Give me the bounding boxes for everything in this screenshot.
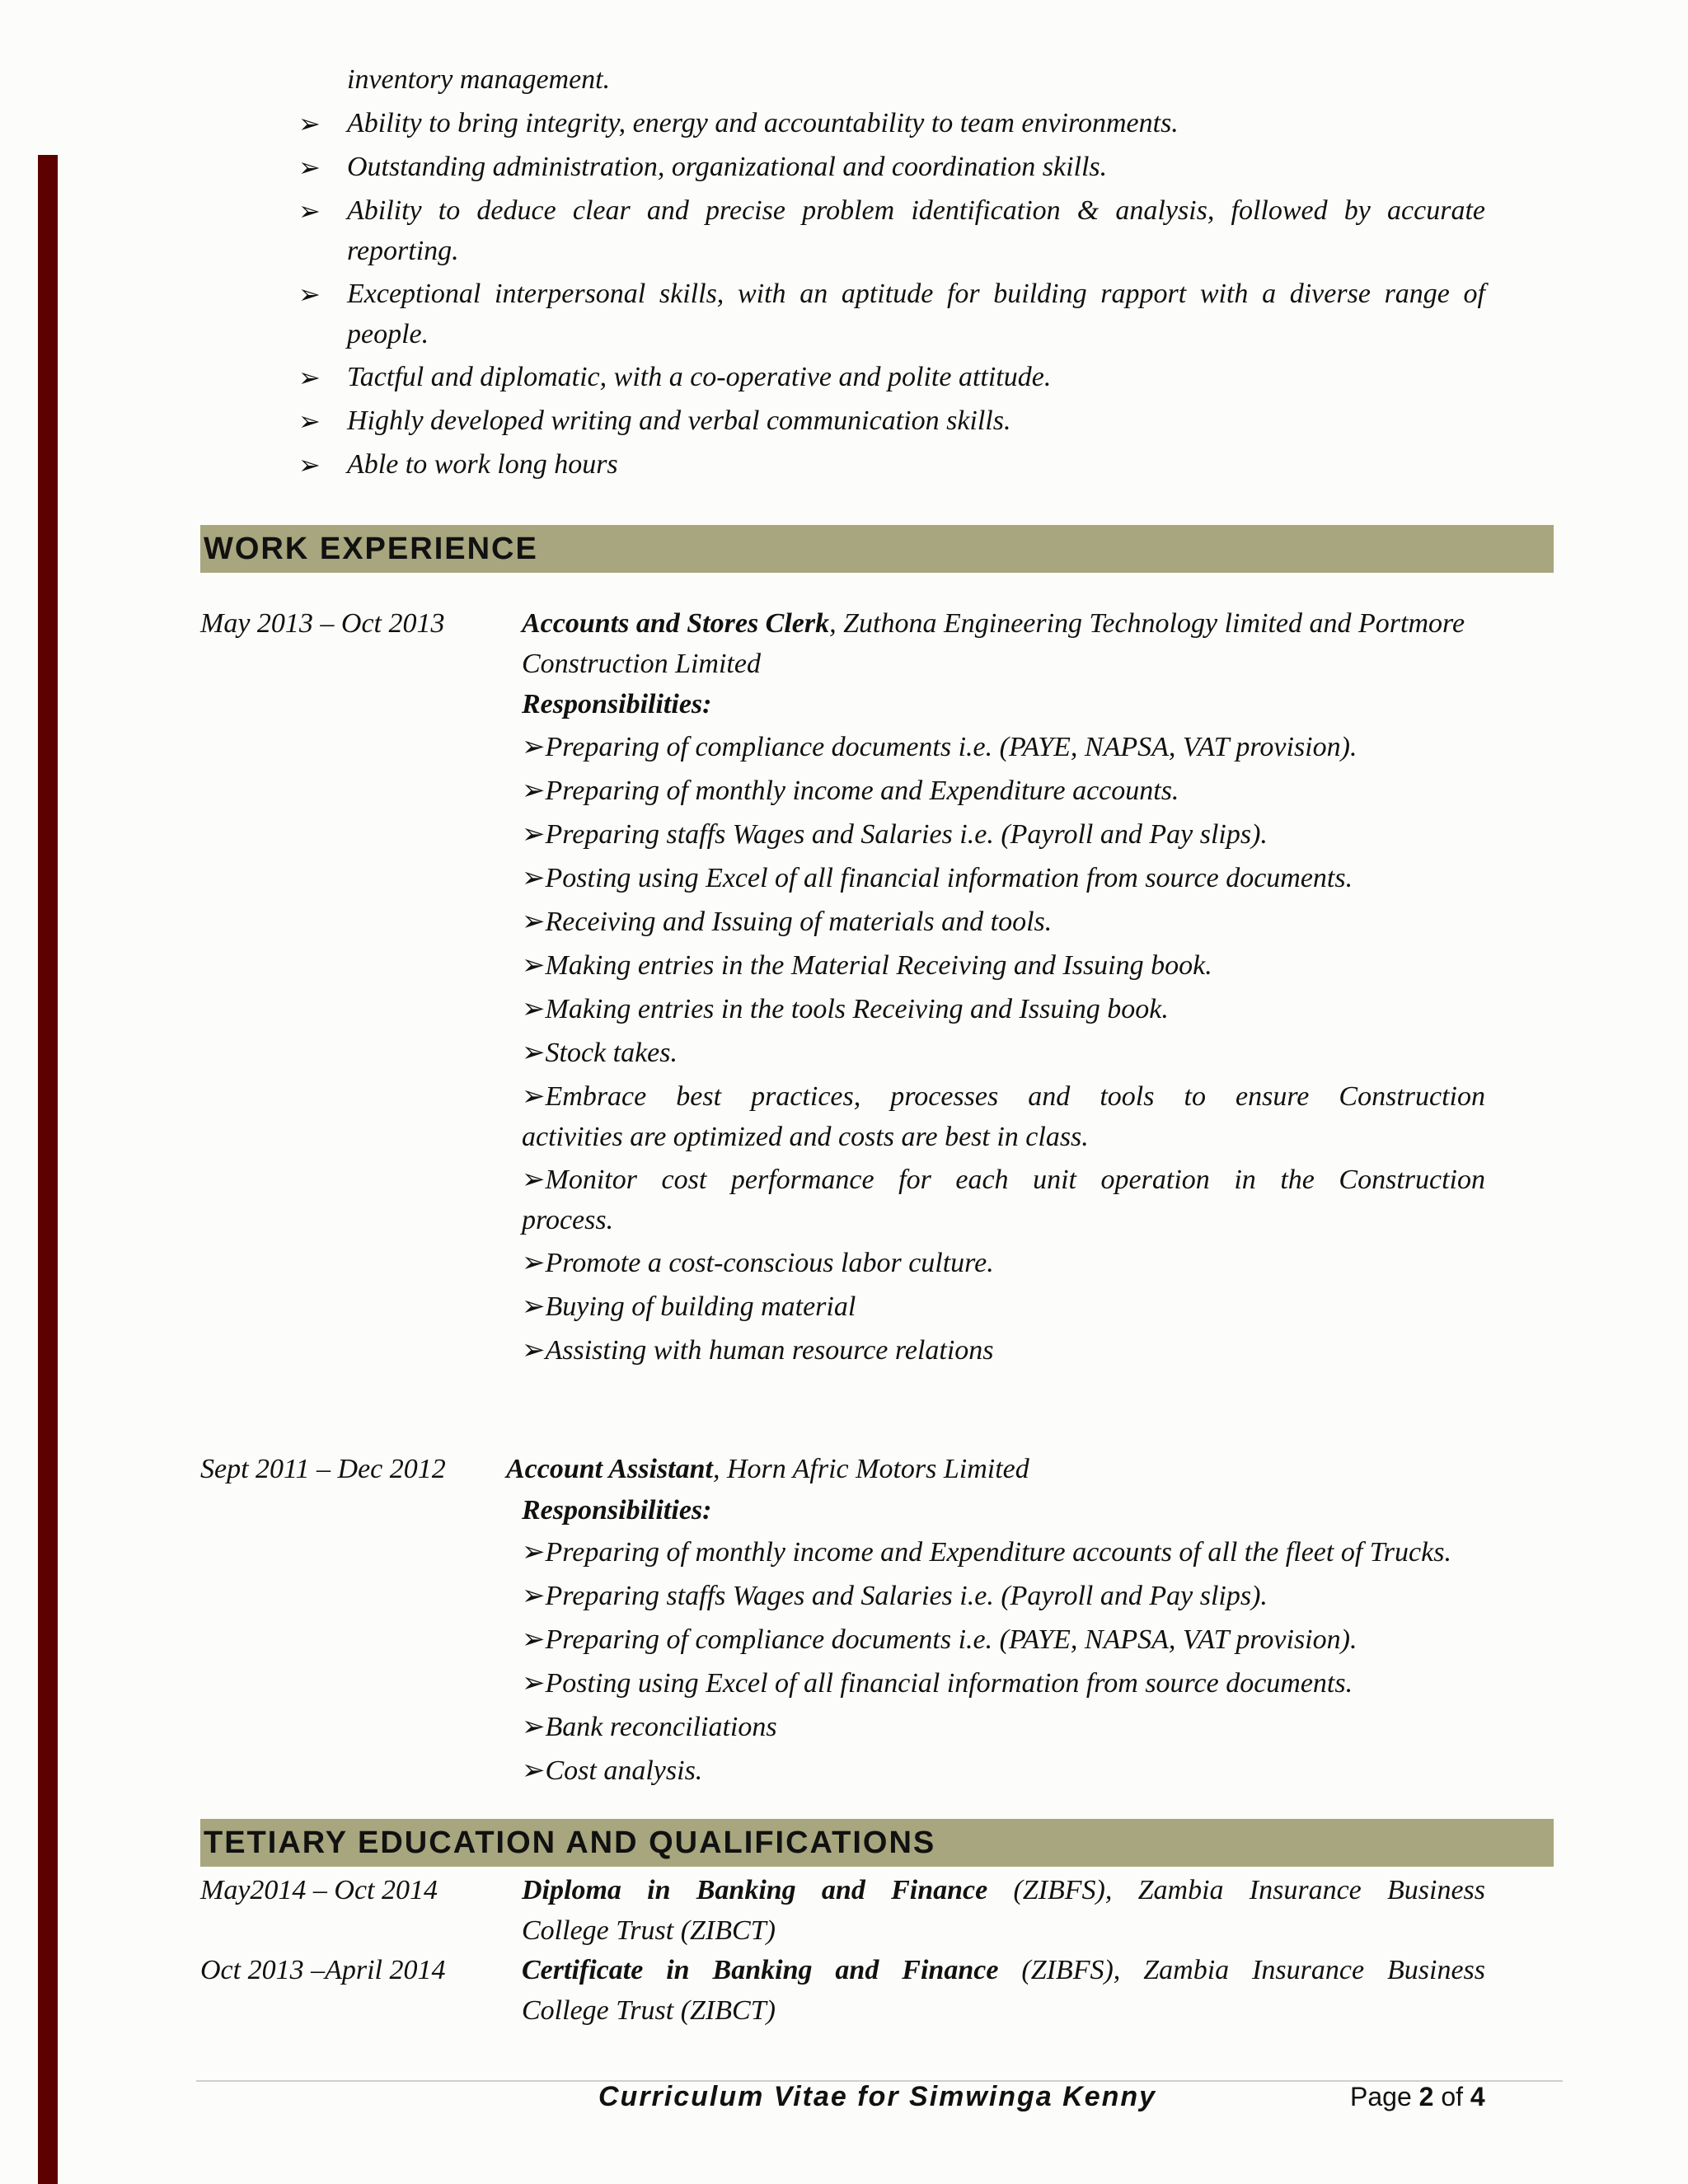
job-title: Accounts and Stores Clerk bbox=[522, 608, 830, 639]
arrow-bullet-icon: ➢ bbox=[522, 1291, 546, 1322]
list-item: ➢Cost analysis. bbox=[522, 1755, 703, 1786]
skill-text: Ability to deduce clear and precise problem identification & analysis, followed by accurate bbox=[347, 195, 1485, 226]
institution-cont: College Trust (ZIBCT) bbox=[522, 1995, 776, 2026]
page-current: 2 bbox=[1418, 2082, 1434, 2111]
side-accent-bar bbox=[38, 155, 58, 2184]
list-item: ➢Preparing of compliance documents i.e. (PAYE, NAPSA, VAT provision). bbox=[522, 1624, 1357, 1655]
skill-text-cont: reporting. bbox=[347, 236, 459, 266]
institution-cont: College Trust (ZIBCT) bbox=[522, 1915, 776, 1946]
arrow-bullet-icon: ➢ bbox=[522, 1248, 546, 1278]
list-item: ➢Promote a cost-conscious labor culture. bbox=[522, 1248, 994, 1278]
skill-text: Outstanding administration, organizational and coordination skills. bbox=[347, 152, 1108, 182]
education-dates: Oct 2013 –April 2014 bbox=[200, 1955, 446, 1985]
arrow-bullet-icon: ➢ bbox=[298, 196, 321, 226]
institution: (ZIBFS), Zambia Insurance Business bbox=[987, 1875, 1485, 1905]
arrow-bullet-icon: ➢ bbox=[522, 907, 546, 937]
job-employer: , Horn Afric Motors Limited bbox=[712, 1454, 1029, 1484]
arrow-bullet-icon: ➢ bbox=[298, 279, 321, 309]
skill-text: Tactful and diplomatic, with a co-operative and polite attitude. bbox=[347, 362, 1052, 392]
list-item: ➢Preparing of monthly income and Expenditure accounts. bbox=[522, 776, 1179, 806]
arrow-bullet-icon: ➢ bbox=[522, 1081, 546, 1112]
arrow-bullet-icon: ➢ bbox=[522, 1581, 546, 1611]
arrow-bullet-icon: ➢ bbox=[522, 732, 546, 762]
arrow-bullet-icon: ➢ bbox=[522, 1038, 546, 1068]
arrow-bullet-icon: ➢ bbox=[298, 450, 321, 480]
list-item: ➢Buying of building material bbox=[522, 1291, 856, 1322]
qualification-title: Diploma in Banking and Finance bbox=[522, 1875, 988, 1905]
job-dates: May 2013 – Oct 2013 bbox=[200, 608, 445, 639]
list-item-text-cont: process. bbox=[522, 1205, 614, 1235]
qualification-title: Certificate in Banking and Finance bbox=[522, 1955, 999, 1985]
arrow-bullet-icon: ➢ bbox=[522, 1668, 546, 1699]
list-item: ➢Posting using Excel of all financial information from source documents. bbox=[522, 863, 1353, 893]
arrow-bullet-icon: ➢ bbox=[298, 363, 321, 392]
skill-text-cont: people. bbox=[347, 319, 429, 349]
arrow-bullet-icon: ➢ bbox=[298, 406, 321, 436]
list-item: ➢Bank reconciliations bbox=[522, 1712, 777, 1742]
arrow-bullet-icon: ➢ bbox=[522, 1624, 546, 1655]
education-dates: May2014 – Oct 2014 bbox=[200, 1875, 438, 1905]
job-title: Account Assistant bbox=[506, 1454, 713, 1484]
list-item-text: ➢Monitor cost performance for each unit operation in the Construction bbox=[522, 1165, 1485, 1195]
list-item: ➢Assisting with human resource relations bbox=[522, 1335, 994, 1366]
skill-text: Ability to bring integrity, energy and accountability to team environments. bbox=[347, 108, 1179, 138]
arrow-bullet-icon: ➢ bbox=[522, 1537, 546, 1568]
arrow-bullet-icon: ➢ bbox=[522, 1712, 546, 1742]
arrow-bullet-icon: ➢ bbox=[522, 950, 546, 981]
section-title: WORK EXPERIENCE bbox=[204, 532, 538, 566]
list-item: ➢Preparing staffs Wages and Salaries i.e. (Payroll and Pay slips). bbox=[522, 819, 1268, 850]
job-heading bbox=[506, 1452, 1029, 1487]
section-band-work bbox=[200, 525, 1554, 573]
arrow-bullet-icon: ➢ bbox=[522, 1755, 546, 1786]
responsibilities-label: Responsibilities: bbox=[522, 1495, 712, 1526]
list-item: ➢Making entries in the Material Receiving and Issuing book. bbox=[522, 950, 1212, 981]
job-employer: , Zuthona Engineering Technology limited and Portmore bbox=[829, 608, 1465, 639]
institution: (ZIBFS), Zambia Insurance Business bbox=[998, 1955, 1485, 1985]
page-total: 4 bbox=[1470, 2082, 1485, 2111]
arrow-bullet-icon: ➢ bbox=[298, 109, 321, 138]
arrow-bullet-icon: ➢ bbox=[522, 1335, 546, 1366]
arrow-bullet-icon: ➢ bbox=[522, 819, 546, 850]
list-item: ➢Receiving and Issuing of materials and tools. bbox=[522, 907, 1053, 937]
job-employer-cont: Construction Limited bbox=[522, 649, 761, 679]
page-separator: of bbox=[1433, 2082, 1470, 2111]
section-title: TETIARY EDUCATION AND QUALIFICATIONS bbox=[204, 1825, 936, 1860]
list-item: ➢Preparing staffs Wages and Salaries i.e. (Payroll and Pay slips). bbox=[522, 1581, 1268, 1611]
arrow-bullet-icon: ➢ bbox=[298, 152, 321, 182]
list-item: ➢Stock takes. bbox=[522, 1038, 678, 1068]
arrow-bullet-icon: ➢ bbox=[522, 1165, 546, 1195]
list-item: ➢Making entries in the tools Receiving and Issuing book. bbox=[522, 994, 1169, 1024]
footer-title: Curriculum Vitae for Simwinga Kenny bbox=[598, 2081, 1157, 2112]
list-item: ➢Preparing of compliance documents i.e. (PAYE, NAPSA, VAT provision). bbox=[522, 732, 1357, 762]
education-heading bbox=[522, 1951, 1485, 1990]
arrow-bullet-icon: ➢ bbox=[522, 994, 546, 1024]
skill-text: Highly developed writing and verbal communication skills. bbox=[347, 405, 1011, 436]
arrow-bullet-icon: ➢ bbox=[522, 776, 546, 806]
section-band-education bbox=[200, 1819, 1554, 1867]
list-item-text-cont: activities are optimized and costs are best in class. bbox=[522, 1122, 1089, 1152]
arrow-bullet-icon: ➢ bbox=[522, 863, 546, 893]
skill-text: Able to work long hours bbox=[347, 449, 618, 480]
list-item-text: ➢Embrace best practices, processes and tools to ensure Construction bbox=[522, 1081, 1485, 1112]
skill-text: Exceptional interpersonal skills, with an aptitude for building rapport with a diverse range of bbox=[347, 279, 1485, 309]
responsibilities-label: Responsibilities: bbox=[522, 689, 712, 719]
skills-continued-line: inventory management. bbox=[347, 64, 611, 95]
education-heading bbox=[522, 1871, 1485, 1910]
page-number bbox=[1350, 2079, 1485, 2115]
job-dates: Sept 2011 – Dec 2012 bbox=[200, 1454, 446, 1484]
job-heading bbox=[522, 607, 1465, 641]
list-item: ➢Posting using Excel of all financial information from source documents. bbox=[522, 1668, 1353, 1699]
list-item: ➢Preparing of monthly income and Expenditure accounts of all the fleet of Trucks. bbox=[522, 1537, 1451, 1568]
page-prefix: Page bbox=[1350, 2082, 1419, 2111]
